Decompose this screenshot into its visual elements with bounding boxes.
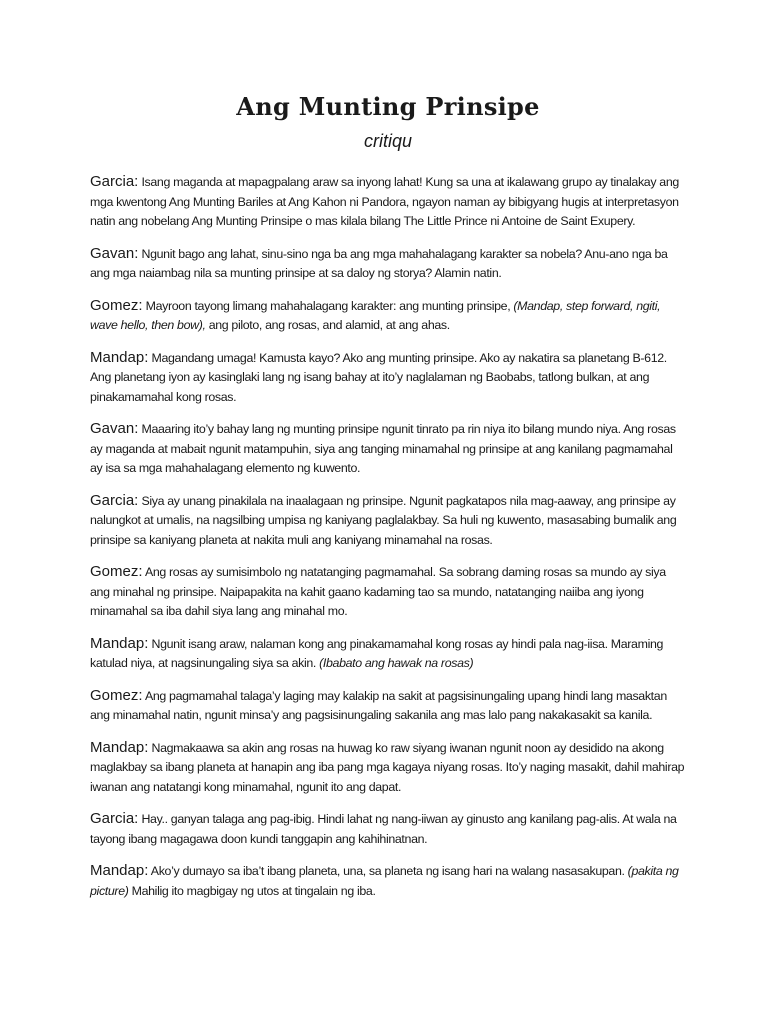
dialogue-text: Mayroon tayong limang mahahalagang karakter: ang munting prinsipe,	[145, 298, 511, 313]
dialogue-text-continued: Mahilig ito magbigay ng utos at tingalain ng iba.	[131, 883, 376, 898]
dialogue-paragraph	[90, 738, 686, 798]
dialogue-paragraph	[90, 244, 686, 284]
speaker-name: Gavan:	[90, 244, 139, 262]
speaker-name: Garcia:	[90, 491, 139, 509]
dialogue-paragraph	[90, 296, 686, 336]
stage-direction: (Ibabato ang hawak na rosas)	[319, 656, 474, 670]
document-subtitle: critiqu	[363, 131, 412, 151]
dialogue-paragraph	[90, 634, 686, 674]
stage-direction: (pakita ng picture)	[90, 864, 679, 898]
speaker-name: Gavan:	[90, 420, 139, 437]
dialogue-paragraph	[90, 809, 686, 849]
dialogue-text: Nagmakaawa sa akin ang rosas na huwag ko raw siyang iwanan ngunit noon ay desidido na akong maglakbay sa ibang planeta at hanapin ang iba pang mga kagaya niyang rosas. Ito’y naging masakit, dahil mahirap iwanan ang natatangi kong minamahal, ngunit ito ang dapat.	[90, 740, 685, 794]
document-title: Ang Munting Prinsipe	[236, 92, 540, 121]
dialogue-text: Ngunit bago ang lahat, sinu-sino nga ba ang mga mahahalagang karakter sa nobela? Anu-ano nga ba ang mga naiambag nila sa munting prinsipe at sa daloy ng storya? Alamin natin.	[90, 246, 668, 280]
dialogue-text: Maaaring ito’y bahay lang ng munting prinsipe ngunit tinrato pa rin niya ito bilang mundo niya. Ang rosas ay maganda at mabait ngunit matampuhin, siya ang tanging minamahal ng prinsipe at ang kanilang pagmamahal ay isa sa mga mahahalagang elemento ng kuwento.	[90, 422, 676, 475]
dialogue-paragraph	[90, 348, 686, 408]
dialogue-text: Ang rosas ay sumisimbolo ng natatanging pagmamahal. Sa sobrang daming rosas sa mundo ay siya ang minahal ng prinsipe. Naipapakita na kahit gaano kadaming tao sa mundo, natatanging naiiba ang iyong minamahal sa iba dahil siya lang ang minahal mo.	[90, 565, 666, 618]
speaker-name: Gomez:	[90, 686, 143, 704]
dialogue-paragraph	[90, 491, 686, 551]
speaker-name: Gomez:	[90, 563, 143, 580]
speaker-name: Mandap:	[90, 738, 149, 756]
dialogue-text-continued: ang piloto, ang rosas, and alamid, at ang ahas.	[208, 318, 450, 332]
dialogue-paragraph	[90, 562, 686, 622]
speaker-name: Garcia:	[90, 810, 139, 827]
speaker-name: Mandap:	[90, 634, 149, 652]
stage-direction: (Mandap, step forward, ngiti, wave hello, then bow),	[90, 298, 661, 332]
dialogue-text: Siya ay unang pinakilala na inaalagaan ng prinsipe. Ngunit pagkatapos nila mag-aaway, ang prinsipe ay nalungkot at umalis, na nagsilbing umpisa ng kaniyang paglalakbay. Sa huli ng kuwento, masasabing bumalik ang prinsipe sa kaniyang planeta at nakita muli ang kaniyang minamahal na rosas.	[90, 493, 677, 547]
dialogue-paragraph	[90, 172, 686, 232]
dialogue-paragraph	[90, 419, 686, 479]
speaker-name: Mandap:	[90, 348, 149, 366]
script-body	[90, 172, 686, 901]
dialogue-text: Isang maganda at mapagpalang araw sa inyong lahat! Kung sa una at ikalawang grupo ay tinalakay ang mga kwentong Ang Munting Bariles at Ang Kahon ni Pandora, ngayon naman ay bibigyang hugis at interpretasyon natin ang nobelang Ang Munting Prinsipe o mas kilala bilang The Little Prince ni Antoine de Saint Exupery.	[90, 175, 679, 228]
dialogue-paragraph	[90, 686, 686, 726]
dialogue-paragraph	[90, 861, 686, 901]
dialogue-text: Ako’y dumayo sa iba’t ibang planeta, una, sa planeta ng isang hari na walang nasasakupan.	[150, 864, 625, 878]
dialogue-text: Ang pagmamahal talaga’y laging may kalakip na sakit at pagsisinungaling upang hindi lang masaktan ang minamahal natin, ngunit minsa’y ang pagsisinungaling sakanila ang mas lalo pang nakakasakit sa kanila.	[90, 688, 667, 722]
dialogue-text: Ngunit isang araw, nalaman kong ang pinakamamahal kong rosas ay hindi pala nag-iisa. Maraming katulad niya, at nagsinungaling siya sa akin.	[90, 636, 664, 670]
speaker-name: Garcia:	[90, 173, 139, 190]
dialogue-text: Hay.. ganyan talaga ang pag-ibig. Hindi lahat ng nang-iiwan ay ginusto ang kanilang pag-alis. At wala na tayong ibang magagawa doon kundi tanggapin ang kahihinatnan.	[90, 812, 677, 846]
speaker-name: Gomez:	[90, 296, 143, 314]
speaker-name: Mandap:	[90, 862, 149, 879]
dialogue-text: Magandang umaga! Kamusta kayo? Ako ang munting prinsipe. Ako ay nakatira sa planetang B-612. Ang planetang iyon ay kasinglaki lang ng isang bahay at ito’y naglalaman ng Baobabs, tatlong bulkan, at ang pinakamamahal kong rosas.	[90, 350, 667, 404]
